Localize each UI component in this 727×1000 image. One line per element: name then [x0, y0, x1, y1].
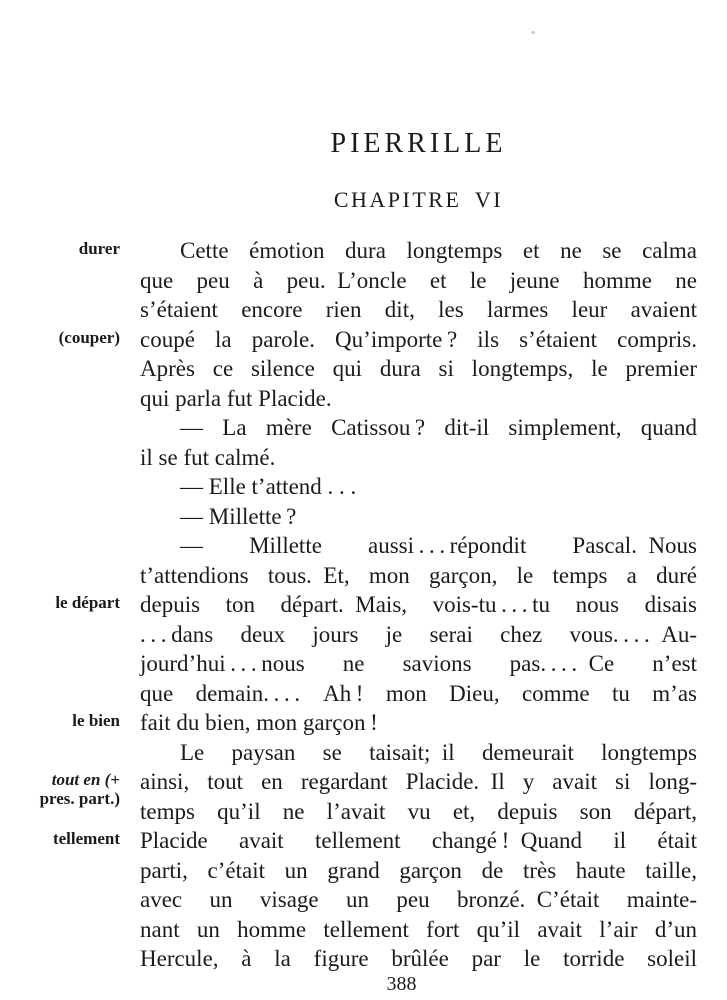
body-line: qui parla fut Placide. — [140, 385, 332, 411]
margin-note-cell — [0, 856, 140, 886]
margin-note-line: tout en (+ — [51, 770, 120, 789]
body-line: — Millette ? — [180, 503, 297, 529]
margin-note-line: pres. part.) — [39, 789, 120, 808]
margin-note-line: le départ — [55, 593, 120, 612]
body-line: temps qu’il ne l’avait vu et, depuis son départ, — [140, 798, 697, 824]
body-line: Après ce silence qui dura si longtemps, le premier — [140, 356, 697, 381]
margin-note-cell — [0, 295, 140, 325]
text-block — [0, 236, 727, 974]
chapter-heading: CHAPITRE VI — [333, 187, 504, 212]
text-line — [0, 649, 727, 679]
text-line — [0, 295, 727, 325]
text-line — [0, 826, 727, 856]
body-line: — Elle t’attend . . . — [180, 474, 357, 499]
body-line: il se fut calmé. — [140, 444, 276, 470]
margin-note-cell — [0, 944, 140, 974]
body-line: ainsi, tout en regardant Placide. Il y avait si long- — [140, 769, 697, 794]
margin-note-cell — [0, 649, 140, 679]
body-line: depuis ton départ. Mais, vois-tu . . . tu nous disais — [140, 592, 697, 617]
margin-note-cell — [0, 266, 140, 296]
margin-note-line: le bien — [72, 711, 120, 730]
body-line: — La mère Catissou ? dit-il simplement, quand — [180, 415, 697, 440]
body-line: nant un homme tellement fort qu’il avait l’air d’un — [140, 916, 697, 942]
text-line — [0, 708, 727, 738]
text-line — [0, 856, 727, 886]
margin-note — [79, 239, 120, 258]
page-footer — [123, 974, 680, 995]
margin-note-cell — [0, 767, 140, 808]
text-line — [0, 236, 727, 266]
body-line: avec un visage un peu bronzé. C’était mainte- — [140, 887, 697, 912]
margin-note-cell — [0, 384, 140, 414]
margin-note-cell — [0, 354, 140, 384]
text-line — [0, 738, 727, 768]
text-line — [0, 354, 727, 384]
margin-note-line: tellement — [52, 829, 120, 848]
margin-note-cell — [0, 738, 140, 768]
text-line — [0, 944, 727, 974]
text-line — [0, 413, 727, 443]
scan-speck — [531, 31, 535, 34]
margin-note-line: durer — [78, 239, 120, 258]
text-line — [0, 620, 727, 650]
body-line: coupé la parole. Qu’importe ? ils s’étaient compris. — [140, 326, 697, 352]
body-line: s’étaient encore rien dit, les larmes leur avaient — [140, 297, 697, 322]
margin-note-cell — [0, 679, 140, 709]
margin-note-line: (couper) — [58, 327, 120, 347]
margin-note-cell — [0, 590, 140, 620]
text-line — [0, 472, 727, 502]
page-number: 388 — [386, 972, 417, 995]
text-line — [0, 679, 727, 709]
body-line: Placide avait tellement changé ! Quand il était — [140, 828, 697, 853]
text-line — [0, 325, 727, 355]
margin-note — [53, 829, 120, 848]
body-line: que demain. . . . Ah ! mon Dieu, comme tu m’as — [140, 680, 697, 706]
margin-note-cell — [0, 561, 140, 591]
margin-note-cell — [0, 708, 140, 738]
text-line — [0, 767, 727, 808]
text-line — [0, 384, 727, 414]
body-line: t’attendions tous. Et, mon garçon, le temps a duré — [140, 562, 697, 588]
body-line: que peu à peu. L’oncle et le jeune homme ne — [140, 267, 697, 293]
margin-note-cell — [0, 472, 140, 502]
body-line: parti, c’était un grand garçon de très haute taille, — [140, 857, 697, 883]
body-line: Hercule, à la figure brûlée par le torride soleil — [140, 946, 697, 971]
margin-note-cell — [0, 443, 140, 473]
body-line: Cette émotion dura longtemps et ne se calma — [180, 238, 697, 263]
margin-note-cell — [0, 325, 140, 355]
margin-note-cell — [0, 826, 140, 856]
body-line: — Millette aussi . . . répondit Pascal. Nous — [180, 533, 697, 558]
text-line — [0, 590, 727, 620]
margin-note — [59, 328, 120, 347]
margin-note — [55, 593, 120, 612]
body-line: fait du bien, mon garçon ! — [140, 710, 378, 735]
margin-note-cell — [0, 620, 140, 650]
text-line — [0, 443, 727, 473]
book-title: PIERRILLE — [330, 128, 507, 159]
text-line — [0, 502, 727, 532]
text-line — [0, 797, 727, 827]
body-line: Le paysan se taisait; il demeurait longtemps — [180, 739, 697, 765]
margin-note-cell — [0, 885, 140, 915]
body-line: . . . dans deux jours je serai chez vous. . . . Au- — [140, 621, 697, 647]
text-line — [0, 531, 727, 561]
text-line — [0, 915, 727, 945]
text-line — [0, 266, 727, 296]
margin-note-cell — [0, 413, 140, 443]
margin-note-cell — [0, 236, 140, 266]
text-line — [0, 885, 727, 915]
margin-note-cell — [0, 502, 140, 532]
body-line: jourd’hui . . . nous ne savions pas. . . . Ce n’est — [140, 651, 697, 676]
margin-note-cell — [0, 915, 140, 945]
text-line — [0, 561, 727, 591]
margin-note — [72, 711, 120, 730]
margin-note-cell — [0, 531, 140, 561]
page-header — [140, 130, 697, 211]
margin-note-cell — [0, 797, 140, 827]
